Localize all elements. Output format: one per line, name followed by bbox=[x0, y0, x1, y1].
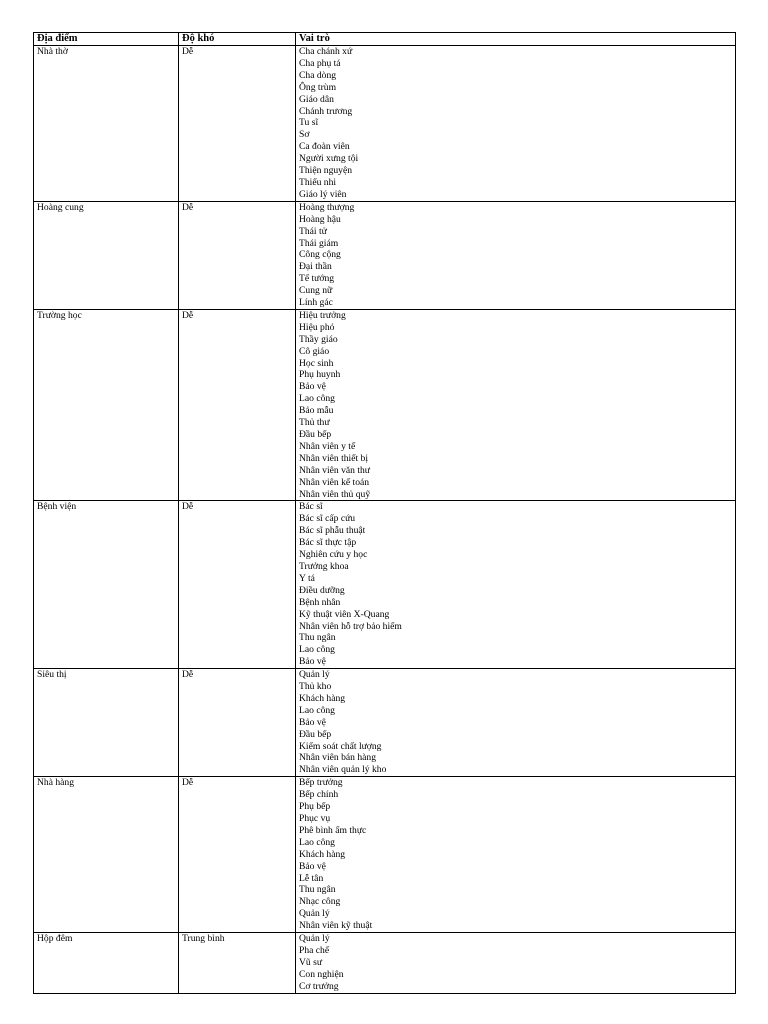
roles-cell bbox=[296, 501, 736, 669]
role-item: Hoàng hậu bbox=[299, 213, 341, 225]
location-cell: Nhà thờ bbox=[34, 46, 179, 202]
role-item: Bác sĩ thực tập bbox=[299, 537, 357, 549]
role-item: Hiệu phó bbox=[299, 321, 335, 333]
role-item: Nhân viên y tế bbox=[299, 440, 356, 452]
role-item: Thiếu nhi bbox=[299, 176, 337, 188]
role-item: Học sinh bbox=[299, 357, 334, 369]
role-item: Quản lý bbox=[299, 933, 330, 945]
roles-cell bbox=[296, 777, 736, 933]
role-item: Lao công bbox=[299, 704, 335, 716]
difficulty-cell: Dễ bbox=[179, 669, 296, 777]
table-row bbox=[34, 46, 736, 202]
role-item: Người xưng tội bbox=[299, 153, 359, 165]
table-row bbox=[34, 777, 736, 933]
role-item: Cha dòng bbox=[299, 69, 337, 81]
role-item: Bệnh nhân bbox=[299, 596, 341, 608]
role-item: Cha phụ tá bbox=[299, 57, 341, 69]
role-item: Cung nữ bbox=[299, 285, 333, 297]
role-item: Kiểm soát chất lượng bbox=[299, 740, 382, 752]
role-item: Thu ngân bbox=[299, 632, 336, 644]
role-item: Giáo lý viên bbox=[299, 188, 347, 200]
role-item: Cô giáo bbox=[299, 345, 330, 357]
table-row bbox=[34, 309, 736, 501]
role-item: Thái tử bbox=[299, 225, 327, 237]
role-item: Thiện nguyện bbox=[299, 165, 353, 177]
role-item: Cha chánh xứ bbox=[299, 46, 353, 57]
role-item: Y tá bbox=[299, 572, 315, 584]
header-location: Địa điểm bbox=[34, 33, 179, 46]
difficulty-cell: Dễ bbox=[179, 501, 296, 669]
difficulty-cell: Dễ bbox=[179, 309, 296, 501]
role-item: Thầy giáo bbox=[299, 333, 338, 345]
role-item: Lao công bbox=[299, 644, 335, 656]
role-item: Tu sĩ bbox=[299, 117, 319, 129]
role-item: Pha chế bbox=[299, 944, 330, 956]
header-row bbox=[34, 33, 736, 46]
locations-table bbox=[33, 32, 736, 994]
role-item: Điều dưỡng bbox=[299, 584, 345, 596]
role-item: Lao công bbox=[299, 836, 335, 848]
role-item: Nhân viên kế toán bbox=[299, 476, 370, 488]
difficulty-cell: Dễ bbox=[179, 777, 296, 933]
role-item: Phụ bếp bbox=[299, 801, 331, 813]
role-item: Nhân viên thủ quỹ bbox=[299, 488, 371, 500]
role-item: Tể tướng bbox=[299, 273, 335, 285]
location-cell: Siêu thị bbox=[34, 669, 179, 777]
roles-cell bbox=[296, 309, 736, 501]
location-cell: Bệnh viện bbox=[34, 501, 179, 669]
role-item: Bảo vệ bbox=[299, 381, 326, 393]
role-item: Quản lý bbox=[299, 908, 330, 920]
location-cell: Nhà hàng bbox=[34, 777, 179, 933]
role-item: Phê bình ẩm thực bbox=[299, 824, 367, 836]
role-item: Bảo vệ bbox=[299, 656, 326, 668]
role-item: Trưởng khoa bbox=[299, 560, 349, 572]
role-item: Con nghiện bbox=[299, 968, 344, 980]
location-cell: Hộp đêm bbox=[34, 933, 179, 994]
role-item: Bác sĩ cấp cứu bbox=[299, 513, 356, 525]
roles-cell bbox=[296, 46, 736, 202]
role-item: Nhân viên quản lý kho bbox=[299, 764, 387, 776]
role-item: Hoàng thượng bbox=[299, 201, 355, 213]
role-item: Khách hàng bbox=[299, 692, 346, 704]
role-item: Nhân viên thiết bị bbox=[299, 452, 369, 464]
table-row bbox=[34, 669, 736, 777]
role-item: Đại thần bbox=[299, 261, 332, 273]
role-item: Hiệu trưởng bbox=[299, 309, 346, 321]
role-item: Thái giám bbox=[299, 237, 339, 249]
role-item: Nhân viên hỗ trợ bảo hiểm bbox=[299, 620, 402, 632]
role-item: Bếp chính bbox=[299, 789, 339, 801]
role-item: Phục vụ bbox=[299, 813, 331, 824]
role-item: Phụ huynh bbox=[299, 369, 341, 381]
table-row bbox=[34, 933, 736, 994]
role-item: Nhân viên văn thư bbox=[299, 464, 371, 476]
role-item: Bảo vệ bbox=[299, 860, 326, 872]
location-cell: Trường học bbox=[34, 309, 179, 501]
role-item: Khách hàng bbox=[299, 848, 346, 860]
role-item: Nhân viên kỹ thuật bbox=[299, 920, 373, 932]
role-item: Đầu bếp bbox=[299, 728, 332, 740]
role-item: Ông trùm bbox=[299, 81, 337, 93]
difficulty-cell: Dễ bbox=[179, 201, 296, 309]
role-item: Lễ tân bbox=[299, 872, 324, 884]
role-item: Bác sĩ bbox=[299, 501, 323, 513]
role-item: Kỹ thuật viên X-Quang bbox=[299, 608, 390, 620]
role-item: Sơ bbox=[299, 129, 310, 141]
table-row bbox=[34, 501, 736, 669]
location-cell: Hoàng cung bbox=[34, 201, 179, 309]
roles-cell bbox=[296, 669, 736, 777]
role-item: Ca đoàn viên bbox=[299, 141, 350, 153]
role-item: Lính gác bbox=[299, 297, 333, 309]
role-item: Bảo vệ bbox=[299, 716, 326, 728]
role-item: Nhân viên bán hàng bbox=[299, 752, 376, 764]
role-item: Thủ kho bbox=[299, 681, 332, 693]
header-difficulty: Độ khó bbox=[179, 33, 296, 46]
difficulty-cell: Trung bình bbox=[179, 933, 296, 994]
role-item: Đầu bếp bbox=[299, 429, 332, 440]
role-item: Bếp trưởng bbox=[299, 777, 343, 789]
role-item: Nghiên cứu y học bbox=[299, 549, 368, 561]
role-item: Thu ngân bbox=[299, 884, 336, 896]
role-item: Bác sĩ phẫu thuật bbox=[299, 525, 366, 537]
difficulty-cell: Dễ bbox=[179, 46, 296, 202]
role-item: Quản lý bbox=[299, 669, 330, 681]
role-item: Nhạc công bbox=[299, 896, 341, 908]
role-item: Thủ thư bbox=[299, 417, 330, 429]
role-item: Giáo dân bbox=[299, 93, 334, 105]
roles-cell bbox=[296, 933, 736, 994]
roles-cell bbox=[296, 201, 736, 309]
role-item: Chánh trương bbox=[299, 105, 353, 117]
role-item: Vũ sư bbox=[299, 956, 323, 968]
role-item: Bảo mẫu bbox=[299, 405, 334, 417]
role-item: Cơ trưởng bbox=[299, 980, 339, 992]
header-roles: Vai trò bbox=[296, 33, 736, 46]
role-item: Công cộng bbox=[299, 249, 341, 261]
table-row bbox=[34, 201, 736, 309]
role-item: Lao công bbox=[299, 393, 335, 405]
